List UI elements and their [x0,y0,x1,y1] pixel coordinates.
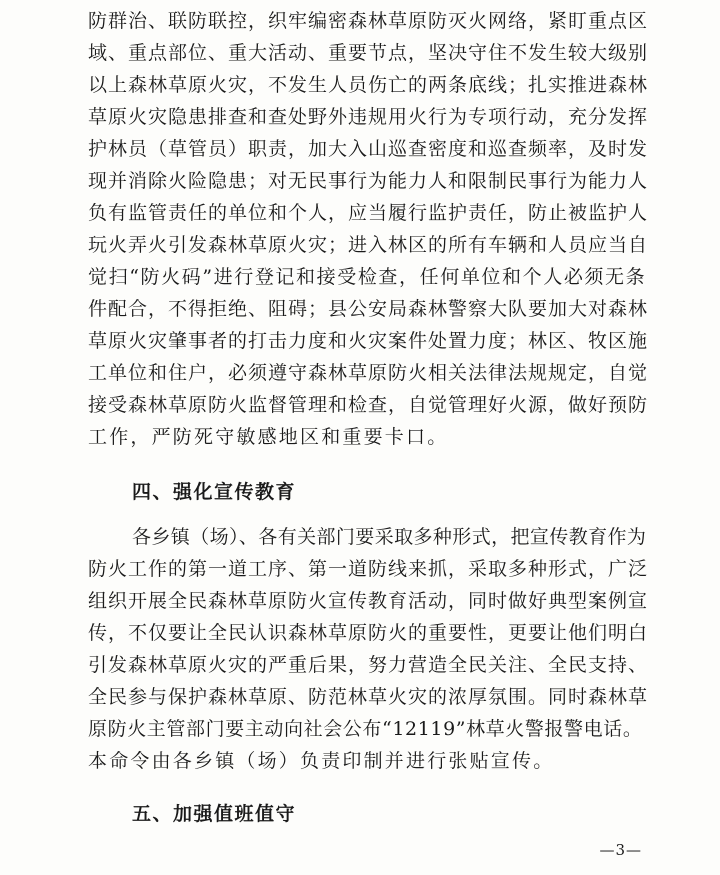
paragraph-1-line-6: 现并消除火险隐患；对无民事行为能力人和限制民事行为能力人 [88,170,649,192]
paragraph-2-line-6: 全民参与保护森林草原、防范林草火灾的浓厚氛围。同时森林草 [88,686,649,708]
paragraph-2-line-4: 传，不仅要让全民认识森林草原防火的重要性，更要让他们明白 [88,622,649,644]
paragraph-1-line-1: 防群治、联防联控，织牢编密森林草原防灭火网络，紧盯重点区 [88,10,649,32]
paragraph-2-line-3: 组织开展全民森林草原防火宣传教育活动，同时做好典型案例宣 [88,590,649,612]
paragraph-2-line-2: 防火工作的第一道工序、第一道防线来抓，采取多种形式，广泛 [88,558,649,580]
paragraph-1-line-4: 草原火灾隐患排查和查处野外违规用火行为专项行动，充分发挥 [88,106,649,128]
section-heading-4: 四、强化宣传教育 [132,481,297,503]
paragraph-1-line-3: 以上森林草原火灾，不发生人员伤亡的两条底线；扎实推进森林 [88,74,649,96]
paragraph-1-line-8: 玩火弄火引发森林草原火灾；进入林区的所有车辆和人员应当自 [88,234,649,256]
paragraph-2-line-1: 各乡镇（场）、各有关部门要采取多种形式，把宣传教育作为 [132,526,647,548]
paragraph-1-line-7: 负有监管责任的单位和个人，应当履行监护责任，防止被监护人 [88,202,649,224]
paragraph-2-line-8: 本命令由各乡镇（场）负责印制并进行张贴宣传。 [88,750,555,772]
paragraph-1-line-10: 件配合，不得拒绝、阻碍；县公安局森林警察大队要加大对森林 [88,298,649,320]
page-number: —3— [599,841,642,859]
paragraph-1-line-5: 护林员（草管员）职责，加大入山巡查密度和巡查频率，及时发 [88,138,649,160]
paragraph-1-line-2: 域、重点部位、重大活动、重要节点，坚决守住不发生较大级别 [88,42,649,64]
paragraph-1-line-11: 草原火灾肇事者的打击力度和火灾案件处置力度；林区、牧区施 [88,330,649,352]
paragraph-2-line-7: 原防火主管部门要主动向社会公布“12119”林草火警报警电话。 [88,718,643,740]
section-heading-5: 五、加强值班值守 [132,803,297,825]
paragraph-2-line-5: 引发森林草原火灾的严重后果，努力营造全民关注、全民支持、 [88,654,649,676]
paragraph-1-line-14: 工作，严防死守敏感地区和重要卡口。 [88,426,449,448]
paragraph-1-line-13: 接受森林草原防火监督管理和检查，自觉管理好火源，做好预防 [88,394,649,416]
paragraph-1-line-9: 觉扫“防火码”进行登记和接受检查，任何单位和个人必须无条 [88,266,647,288]
paragraph-1-line-12: 工单位和住户，必须遵守森林草原防火相关法律法规规定，自觉 [88,362,649,384]
